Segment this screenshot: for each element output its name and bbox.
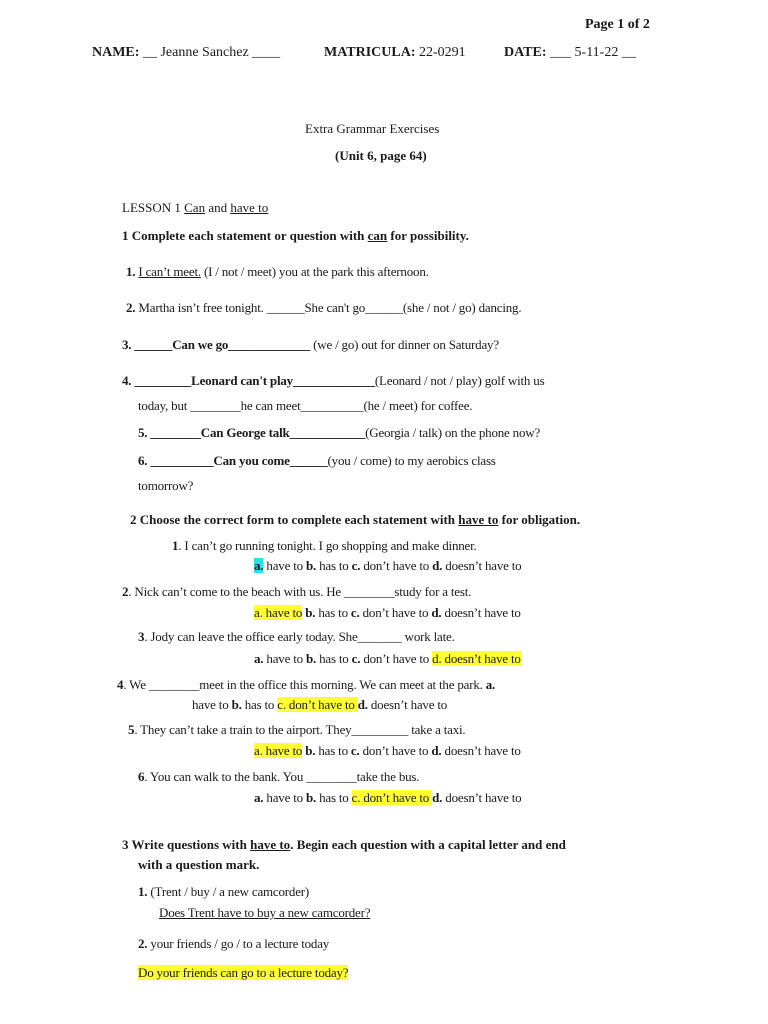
section3-instruction-line2: with a question mark. — [138, 857, 260, 872]
s1-item-4: 4. _________Leonard can't play_____________(Leonard / not / play) golf with us — [122, 373, 545, 388]
s3-answer-2: Do your friends can go to a lecture today? — [138, 965, 349, 980]
s2-question-1: 1. I can’t go running tonight. I go shopping and make dinner. — [172, 538, 477, 553]
s3-item-2: 2. your friends / go / to a lecture today — [138, 936, 330, 951]
s1-item-4-line2: today, but ________he can meet__________(he / meet) for coffee. — [138, 398, 473, 413]
s2-question-6: 6. You can walk to the bank. You ________take the bus. — [138, 769, 420, 784]
s2-options-6: a. have to b. has to c. don’t have to d. doesn’t have to — [254, 790, 522, 805]
matricula-value: 22-0291 — [419, 45, 466, 60]
page-title: Extra Grammar Exercises — [305, 121, 440, 136]
s2-selected-3: d. doesn’t have to — [432, 651, 521, 666]
page-subtitle: (Unit 6, page 64) — [335, 148, 427, 163]
section2-instruction: 2 Choose the correct form to complete each statement with have to for obligation. — [130, 512, 581, 527]
s2-options-5: a. have to b. has to c. don’t have to d. doesn’t have to — [254, 743, 521, 758]
s1-item-6-line2: tomorrow? — [138, 478, 194, 493]
s1-item-6: 6. __________Can you come______(you / come) to my aerobics class — [138, 453, 496, 468]
s2-selected-4: c. don’t have to — [277, 697, 358, 712]
s2-selected-2: a. have to — [254, 605, 303, 620]
date-value: ___ 5-11-22 __ — [550, 45, 636, 60]
s1-answer-4b: he can meet — [240, 398, 301, 413]
header-date — [504, 45, 636, 61]
s2-selected-6: c. don’t have to — [351, 790, 433, 805]
s1-item-5: 5. ________Can George talk____________(Georgia / talk) on the phone now? — [138, 425, 541, 440]
s2-options-1: a. have to b. has to c. don’t have to d. doesn’t have to — [254, 558, 522, 573]
lesson-heading: LESSON 1 Can and have to — [122, 200, 269, 215]
section1-instruction: 1 Complete each statement or question with can for possibility. — [122, 228, 469, 243]
name-value: __ Jeanne Sanchez ____ — [142, 45, 281, 60]
s1-item-2: 2. Martha isn’t free tonight. ______She can't go______(she / not / go) dancing. — [126, 300, 522, 315]
s2-question-3: 3. Jody can leave the office early today. She_______ work late. — [138, 629, 455, 644]
name-label: NAME: — [92, 45, 140, 60]
s2-question-2: 2. Nick can’t come to the beach with us. He ________study for a test. — [122, 584, 472, 599]
s1-item-1: 1. I can’t meet. (I / not / meet) you at the park this afternoon. — [126, 264, 429, 279]
section3-instruction: 3 Write questions with have to. Begin each question with a capital letter and end — [122, 837, 566, 852]
s3-item-1: 1. (Trent / buy / a new camcorder) — [138, 884, 310, 899]
page-number: Page 1 of 2 — [585, 17, 650, 32]
s1-item-3: 3. ______Can we go_____________ (we / go) out for dinner on Saturday? — [122, 337, 499, 352]
s1-answer-1: I can’t meet. — [138, 264, 201, 279]
matricula-label: MATRICULA: — [324, 45, 416, 60]
s1-answer-5: ________Can George talk____________ — [147, 425, 366, 440]
s2-selected-5: a. have to — [254, 743, 303, 758]
header-matricula — [324, 45, 466, 61]
s2-options-2: a. have to b. has to c. don’t have to d. doesn’t have to — [254, 605, 521, 620]
s1-answer-3: ______Can we go_____________ — [131, 337, 311, 352]
s2-question-4: 4. We ________meet in the office this morning. We can meet at the park. a. — [117, 677, 496, 692]
header-name — [92, 45, 280, 61]
s2-question-5: 5. They can’t take a train to the airport. They_________ take a taxi. — [128, 722, 466, 737]
date-label: DATE: — [504, 45, 547, 60]
s3-answer-1: Does Trent have to buy a new camcorder? — [159, 905, 371, 920]
s2-selected-1: a. — [254, 558, 264, 573]
s2-options-4: have to b. has to c. don’t have to d. doesn’t have to — [192, 697, 448, 712]
s2-options-3: a. have to b. has to c. don’t have to d. doesn’t have to — [254, 651, 521, 666]
s1-answer-6: __________Can you come______ — [147, 453, 328, 468]
s1-answer-4: _________Leonard can't play_____________ — [131, 373, 375, 388]
